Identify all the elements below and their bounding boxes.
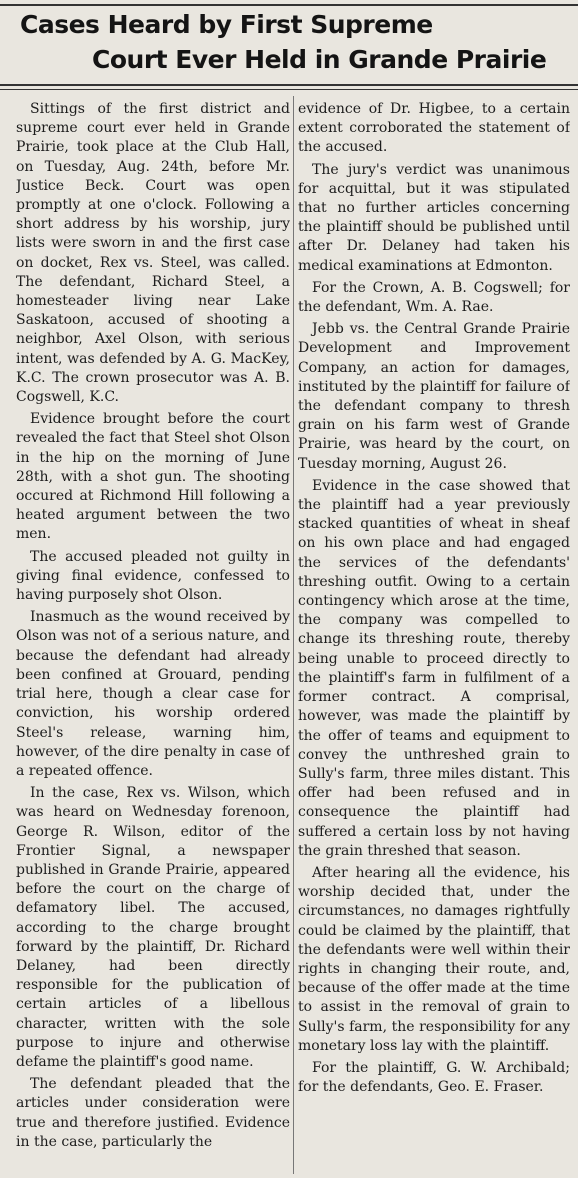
headline-rule-thin (0, 89, 578, 90)
column-divider (293, 96, 294, 1174)
paragraph: In the case, Rex vs. Wilson, which was heard on Wednesday forenoon, George R. Wilson, editor of the Frontier Signal, a newspaper published in Grande Prairie, appeared before the court on the charge of defamatory libel. The accused, according to the charge brought forward by the plaintiff, Dr. Richard Delaney, had been directly responsible for the publication of certain articles of a libellous character, written with the sole purpose to injure and otherwise defame the plaintiff's good name. (16, 785, 290, 1070)
paragraph: For the Crown, A. B. Cogswell; for the defendant, Wm. A. Rae. (298, 279, 570, 316)
top-rule (0, 4, 578, 6)
paragraph: Evidence in the case showed that the plaintiff had a year previously stacked quantities of wheat in sheaf on his own place and had engaged the services of the defendants' threshing outfit. Owing to a certain contingency which arose at the time, the company was compelled to change its threshing route, thereby being unable to proceed directly to the plaintiff's farm in fulfilment of a former contract. A comprisal, however, was made the plaintiff by the offer of teams and equipment to convey the unthreshed grain to Sully's farm, three miles distant. This offer had been refused and in consequence the plaintiff had suffered a certain loss by not having the grain threshed that season. (298, 477, 570, 859)
headline-rule (0, 84, 578, 86)
headline-line-2: Court Ever Held in Grande Prairie (92, 45, 547, 74)
article-column-right (298, 100, 570, 1172)
paragraph: evidence of Dr. Higbee, to a certain extent corroborated the statement of the accused. (298, 101, 570, 156)
paragraph: Sittings of the first district and supreme court ever held in Grande Prairie, took place at the Club Hall, on Tuesday, Aug. 24th, before Mr. Justice Beck. Court was open promptly at one o'clock. Following a short address by his worship, jury lists were sworn in and the first case on docket, Rex vs. Steel, was called. The defendant, Richard Steel, a homesteader living near Lake Saskatoon, accused of shooting a neighbor, Axel Olson, with serious intent, was defended by A. G. MacKey, K.C. The crown prosecutor was A. B. Cogswell, K.C. (16, 101, 290, 406)
paragraph: The accused pleaded not guilty in giving final evidence, confessed to having purposely shot Olson. (16, 548, 290, 604)
paragraph: Inasmuch as the wound received by Olson was not of a serious nature, and because the defendant had already been confined at Grouard, pending trial here, though a clear case for conviction, his worship ordered Steel's release, warning him, however, of the dire penalty in case of a repeated offence. (16, 609, 290, 779)
paragraph: The defendant pleaded that the articles under consideration were true and therefore justified. Evidence in the case, particularly the (16, 1076, 290, 1150)
paragraph: Evidence brought before the court revealed the fact that Steel shot Olson in the hip on the morning of June 28th, with a shot gun. The shooting occured at Richmond Hill following a heated argument between the two men. (16, 411, 290, 543)
paragraph: The jury's verdict was unanimous for acquittal, but it was stipulated that no further articles concerning the plaintiff should be published until after Dr. Delaney had taken his medical examinations at Edmonton. (298, 161, 570, 274)
article-column-left (16, 100, 290, 1172)
headline-line-1: Cases Heard by First Supreme (20, 10, 433, 39)
paragraph: After hearing all the evidence, his worship decided that, under the circumstances, no damages rightfully could be claimed by the plaintiff, that the defendants were well within their rights in changing their route, and, because of the offer made at the time to assist in the removal of grain to Sully's farm, the responsibility for any monetary loss lay with the plaintiff. (298, 864, 570, 1054)
paragraph: Jebb vs. the Central Grande Prairie Development and Improvement Company, an action for damages, instituted by the plaintiff for failure of the defendant company to thresh grain on his farm west of Grande Prairie, was heard by the court, on Tuesday morning, August 26. (298, 321, 570, 472)
paragraph: For the plaintiff, G. W. Archibald; for the defendants, Geo. E. Fraser. (298, 1059, 570, 1096)
